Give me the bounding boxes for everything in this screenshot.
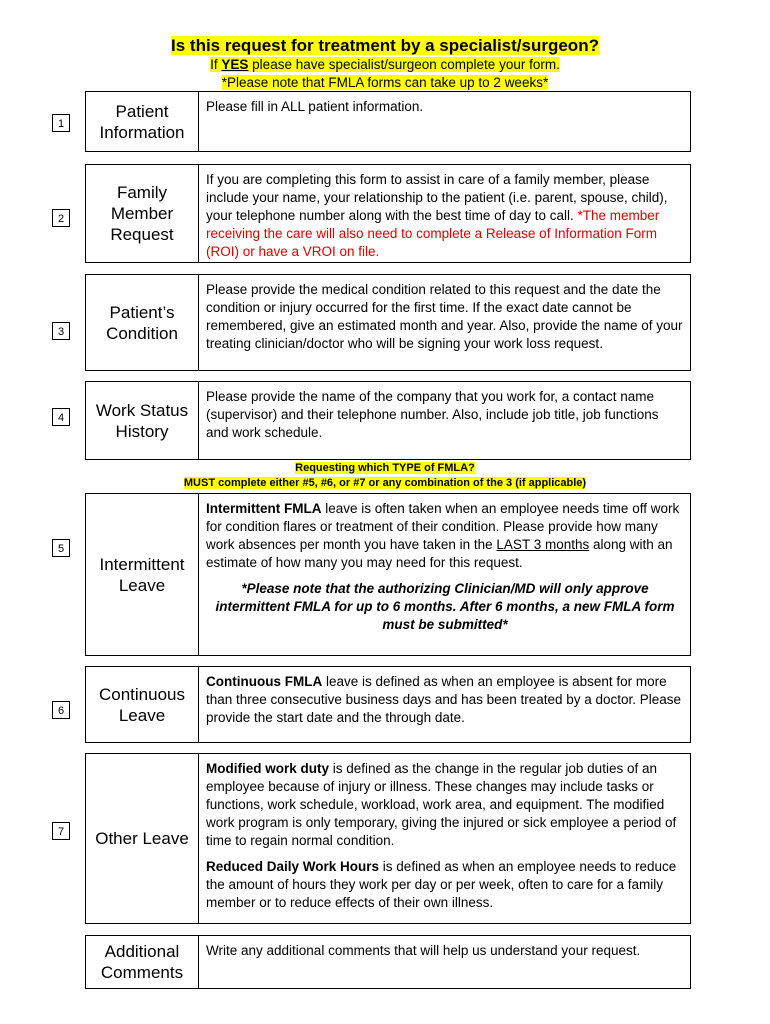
section-text: Please provide the name of the company that you work for, a contact name (supervisor) and their telephone number. Also, include job title, job functions and work schedule. xyxy=(206,389,659,440)
modified-duty-paragraph xyxy=(206,760,684,850)
reduced-hours-paragraph xyxy=(206,858,684,912)
fmla-type-header xyxy=(0,461,770,491)
form-header xyxy=(0,36,770,92)
section-number-2: 2 xyxy=(52,209,70,227)
instruction-rest: please have specialist/surgeon complete your form. xyxy=(248,57,560,72)
section-number-3: 3 xyxy=(52,322,70,340)
section-label: Patient Information xyxy=(86,92,199,151)
section-number-5: 5 xyxy=(52,539,70,557)
page-title: Is this request for treatment by a specialist/surgeon? xyxy=(171,36,599,55)
section-work-status-history xyxy=(85,381,691,460)
section-text: Please fill in ALL patient information. xyxy=(206,99,424,114)
section-other-leave xyxy=(85,753,691,924)
section-label: Family Member Request xyxy=(86,165,199,262)
section-patients-condition xyxy=(85,274,691,371)
intermittent-approval-note: *Please note that the authorizing Clinician/MD will only approve intermittent FMLA for up to 6 months. After 6 months, a new FMLA form must be submitted* xyxy=(215,581,675,632)
section-intermittent-leave xyxy=(85,493,691,656)
section-family-member-request xyxy=(85,164,691,263)
section-text xyxy=(206,500,684,572)
section-text: Write any additional comments that will help us understand your request. xyxy=(206,943,641,958)
processing-time-note: *Please note that FMLA forms can take up to 2 weeks* xyxy=(221,75,549,90)
section-text: Please provide the medical condition related to this request and the date the condition or injury occurred for the first time. If the exact date cannot be remembered, give an estimated month and year. Also, provide the name of your treating clinician/doctor who will be signing your work loss request. xyxy=(206,282,683,351)
section-number-6: 6 xyxy=(52,701,70,719)
section-text-container xyxy=(199,165,690,262)
roi-warning-text: *The member receiving the care will also need to complete a Release of Information Form (ROI) or have a VROI on file. xyxy=(206,208,660,259)
section-number-4: 4 xyxy=(52,408,70,426)
section-text-container xyxy=(199,754,690,923)
continuous-fmla-term: Continuous FMLA xyxy=(206,674,323,689)
section-label: Additional Comments xyxy=(86,936,199,988)
section-label: Patient’s Condition xyxy=(86,275,199,370)
fmla-type-question: Requesting which TYPE of FMLA? xyxy=(295,462,475,474)
section-continuous-leave xyxy=(85,666,691,743)
specialist-instruction xyxy=(210,57,560,72)
reduced-daily-work-hours-term: Reduced Daily Work Hours xyxy=(206,859,380,874)
section-number-7: 7 xyxy=(52,822,70,840)
section-text xyxy=(199,667,690,742)
section-number-1: 1 xyxy=(52,114,70,132)
last-3-months: LAST 3 months xyxy=(496,537,590,552)
modified-duty-text: is defined as the change in the regular job duties of an employee because of injury or illness. These changes may include tasks or functions, work schedule, workload, work area, and equipment. The modified work program is only temporary, giving the injured or sick employee a period of time to regain normal condition. xyxy=(206,761,677,848)
reduced-hours-text: is defined as when an employee needs to reduce the amount of hours they work per day or per week, often to care for a family member or to reduce effects of their own illness. xyxy=(206,859,677,910)
section-label: Intermittent Leave xyxy=(86,494,199,655)
modified-work-duty-term: Modified work duty xyxy=(206,761,329,776)
continuous-text: leave is defined as when an employee is absent for more than three consecutive business days and has been treated by a doctor. Please provide the start date and the through date. xyxy=(206,674,682,725)
fmla-type-instruction: MUST complete either #5, #6, or #7 or any combination of the 3 (if applicable) xyxy=(183,477,587,489)
section-text-container xyxy=(199,494,690,655)
intermittent-text-b: along with an estimate of how many you may need for this request. xyxy=(206,537,673,570)
section-additional-comments xyxy=(85,935,691,989)
section-label: Work Status History xyxy=(86,382,199,459)
intermittent-fmla-term: Intermittent FMLA xyxy=(206,501,322,516)
intermittent-text-a: leave is often taken when an employee needs time off work for condition flares or treatment of their condition. Please provide how many work absences per month you have taken in the xyxy=(206,501,680,552)
yes-emphasis: YES xyxy=(221,57,249,72)
section-text: If you are completing this form to assist in care of a family member, please include your name, your relationship to the patient (i.e. parent, spouse, child), your telephone number along with the best time of day to call. xyxy=(206,172,668,223)
instruction-prefix: If xyxy=(210,57,222,72)
section-label: Other Leave xyxy=(86,754,199,923)
section-label: Continuous Leave xyxy=(86,667,199,742)
section-patient-information xyxy=(85,91,691,152)
